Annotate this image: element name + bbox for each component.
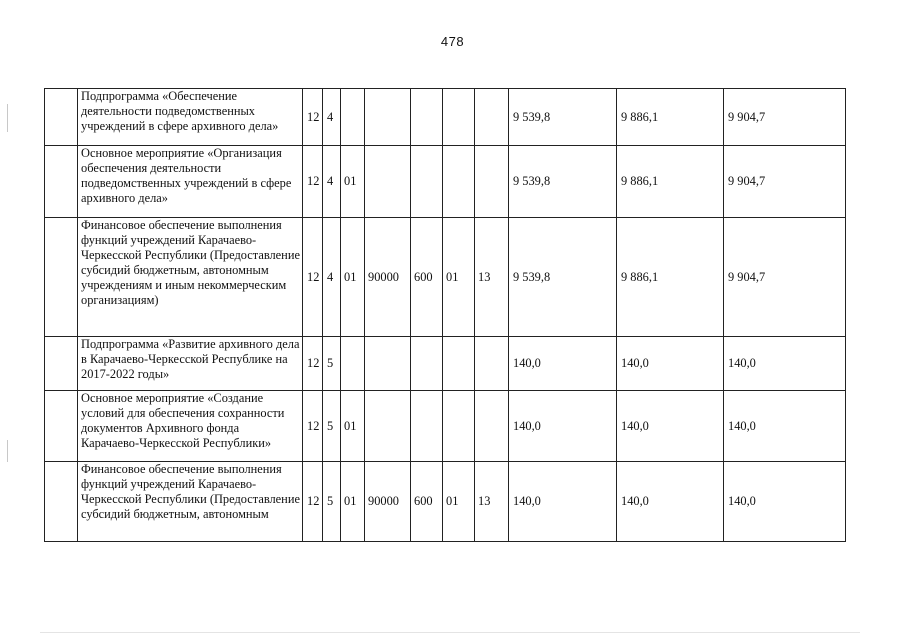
grbs-code: 01 [443, 218, 475, 337]
kosgu-code: 13 [475, 218, 509, 337]
podrazdel-code: 5 [323, 462, 341, 542]
razdel-code: 12 [303, 218, 323, 337]
table-row [45, 146, 846, 218]
razdel-code: 12 [303, 337, 323, 391]
amount-year-2: 9 886,1 [617, 89, 724, 146]
row-index-cell [45, 218, 78, 337]
item-name: Финансовое обеспечение выполнения функций учреждений Карачаево-Черкесской Республики (Предоставление субсидий бюджетным, автономным [78, 462, 303, 542]
item-name: Подпрограмма «Обеспечение деятельности подведомственных учреждений в сфере архивного дела» [78, 89, 303, 146]
podrazdel-code: 5 [323, 391, 341, 462]
measure-code [341, 337, 365, 391]
razdel-code: 12 [303, 391, 323, 462]
measure-code: 01 [341, 146, 365, 218]
direction-code [365, 146, 411, 218]
kosgu-code [475, 391, 509, 462]
table-row [45, 391, 846, 462]
grbs-code: 01 [443, 462, 475, 542]
budget-table [44, 88, 846, 542]
item-name: Основное мероприятие «Создание условий для обеспечения сохранности документов Архивного фонда Карачаево-Черкесской Республики» [78, 391, 303, 462]
kosgu-code [475, 337, 509, 391]
expense-type-code [411, 146, 443, 218]
amount-year-1: 140,0 [509, 462, 617, 542]
grbs-code [443, 89, 475, 146]
amount-year-3: 9 904,7 [724, 146, 846, 218]
scan-artifact-left-2 [7, 440, 8, 462]
expense-type-code [411, 89, 443, 146]
expense-type-code [411, 391, 443, 462]
page-number: 478 [440, 34, 465, 49]
grbs-code [443, 391, 475, 462]
table-row [45, 337, 846, 391]
kosgu-code: 13 [475, 462, 509, 542]
row-index-cell [45, 146, 78, 218]
podrazdel-code: 4 [323, 89, 341, 146]
direction-code [365, 337, 411, 391]
item-name: Финансовое обеспечение выполнения функций учреждений Карачаево-Черкесской Республики (Предоставление субсидий бюджетным, автономным учреждениям и иным некоммерческим организациям) [78, 218, 303, 337]
amount-year-2: 9 886,1 [617, 218, 724, 337]
item-name: Основное мероприятие «Организация обеспечения деятельности подведомственных учреждений в сфере архивного дела» [78, 146, 303, 218]
grbs-code [443, 337, 475, 391]
amount-year-2: 140,0 [617, 337, 724, 391]
amount-year-3: 140,0 [724, 462, 846, 542]
measure-code: 01 [341, 462, 365, 542]
kosgu-code [475, 89, 509, 146]
amount-year-3: 9 904,7 [724, 218, 846, 337]
razdel-code: 12 [303, 462, 323, 542]
grbs-code [443, 146, 475, 218]
expense-type-code [411, 337, 443, 391]
podrazdel-code: 4 [323, 218, 341, 337]
direction-code: 90000 [365, 462, 411, 542]
amount-year-1: 9 539,8 [509, 89, 617, 146]
table-row [45, 218, 846, 337]
razdel-code: 12 [303, 146, 323, 218]
direction-code: 90000 [365, 218, 411, 337]
row-index-cell [45, 462, 78, 542]
expense-type-code: 600 [411, 218, 443, 337]
amount-year-2: 140,0 [617, 391, 724, 462]
measure-code: 01 [341, 391, 365, 462]
amount-year-3: 140,0 [724, 391, 846, 462]
amount-year-3: 140,0 [724, 337, 846, 391]
table-row [45, 462, 846, 542]
row-index-cell [45, 89, 78, 146]
measure-code [341, 89, 365, 146]
row-index-cell [45, 337, 78, 391]
expense-type-code: 600 [411, 462, 443, 542]
scan-artifact-left [7, 104, 8, 132]
razdel-code: 12 [303, 89, 323, 146]
amount-year-1: 140,0 [509, 337, 617, 391]
amount-year-2: 9 886,1 [617, 146, 724, 218]
podrazdel-code: 5 [323, 337, 341, 391]
podrazdel-code: 4 [323, 146, 341, 218]
direction-code [365, 391, 411, 462]
amount-year-1: 140,0 [509, 391, 617, 462]
scan-artifact-bottom [40, 632, 860, 633]
amount-year-1: 9 539,8 [509, 146, 617, 218]
amount-year-2: 140,0 [617, 462, 724, 542]
amount-year-3: 9 904,7 [724, 89, 846, 146]
amount-year-1: 9 539,8 [509, 218, 617, 337]
direction-code [365, 89, 411, 146]
kosgu-code [475, 146, 509, 218]
measure-code: 01 [341, 218, 365, 337]
table-row [45, 89, 846, 146]
row-index-cell [45, 391, 78, 462]
item-name: Подпрограмма «Развитие архивного дела в Карачаево-Черкесской Республике на 2017-2022 годы» [78, 337, 303, 391]
